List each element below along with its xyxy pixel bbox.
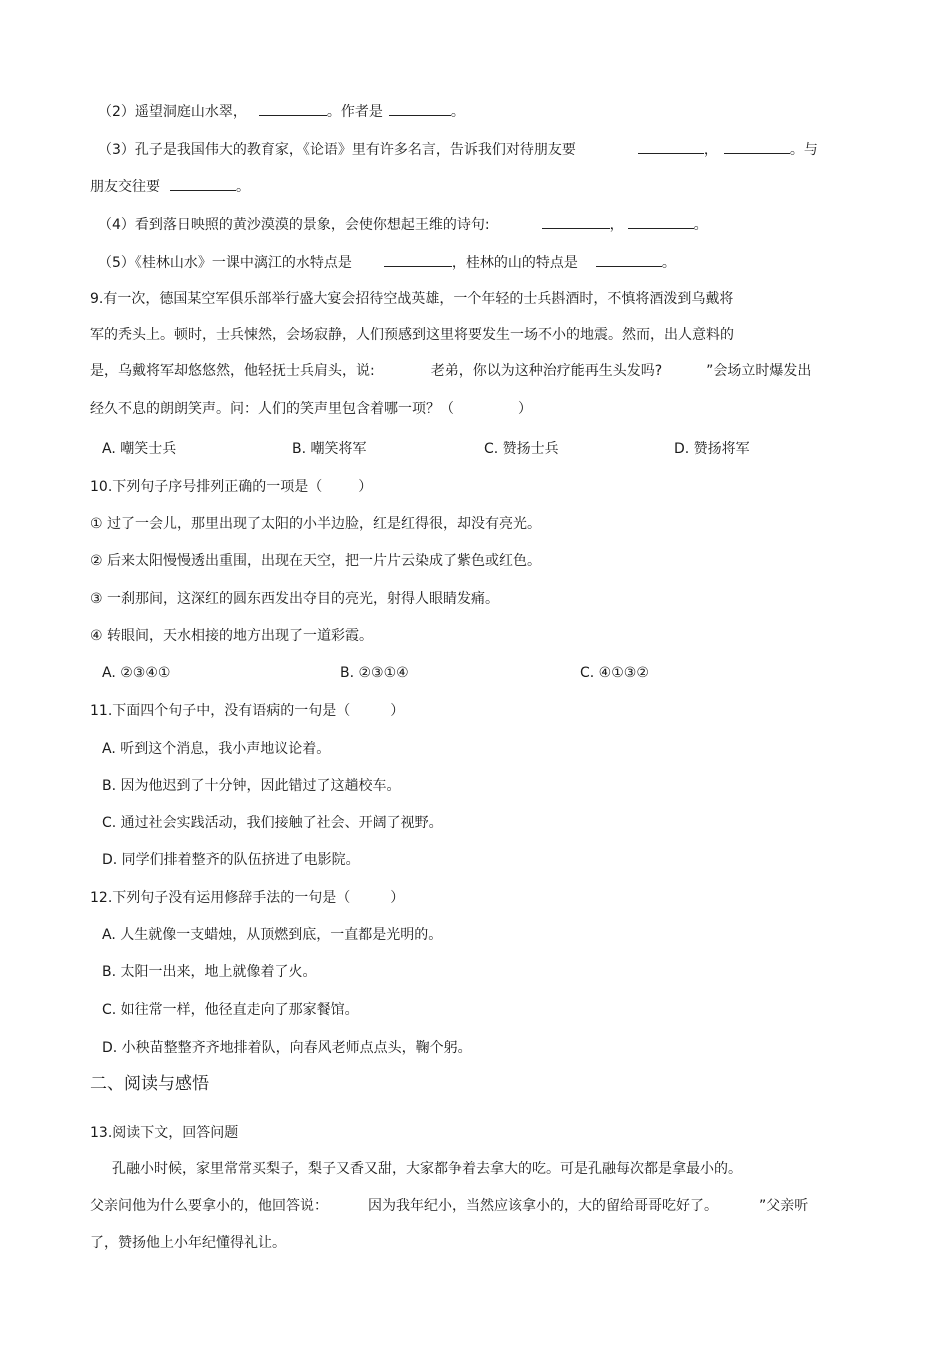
section-title: 二、阅读与感悟	[90, 1074, 209, 1094]
q8-item-3-text: （3）孔子是我国伟大的教育家，《论语》里有许多名言，告诉我们对待朋友要	[98, 142, 576, 158]
q9-option-a[interactable]: A. 嘲笑士兵	[102, 441, 177, 457]
answer-blank[interactable]	[638, 139, 704, 154]
q13-passage-line: 了，赞扬他上小年纪懂得礼让。	[90, 1235, 286, 1251]
q12-stem-text: 12.下列句子没有运用修辞手法的一句是（	[90, 890, 351, 906]
answer-blank[interactable]	[259, 101, 327, 116]
q10-option-c[interactable]: C. ④①③②	[580, 665, 649, 681]
q9-line-part: 是，乌戴将军却悠悠然，他轻抚士兵肩头，说:	[90, 363, 375, 379]
q8-item-2-end: 。	[450, 104, 465, 120]
q11-stem	[90, 702, 404, 720]
answer-blank[interactable]	[596, 252, 662, 267]
q9-line: 9.有一次，德国某空军俱乐部举行盛大宴会招待空战英雄，一个年轻的士兵斟酒时，不慎将酒泼到乌戴将	[90, 291, 734, 307]
q9-option-d[interactable]: D. 赞扬将军	[674, 441, 750, 457]
q11-option-b[interactable]: B. 因为他迟到了十分钟，因此错过了这趟校车。	[102, 778, 401, 794]
q13-quote: 因为我年纪小，当然应该拿小的，大的留给哥哥吃好了。	[368, 1198, 711, 1214]
q9-line	[90, 362, 811, 380]
q9-line: 军的秃头上。顿时，士兵悚然，会场寂静，人们预感到这里将要发生一场不小的地震。然而，出人意料的	[90, 327, 734, 343]
q8-item-3-cont-end: 。	[236, 179, 250, 195]
q8-item-4-end: 。	[693, 217, 708, 233]
q8-item-5	[98, 252, 676, 272]
q9-option-b[interactable]: B. 嘲笑将军	[292, 441, 367, 457]
q8-item-2-text: （2）遥望洞庭山水翠，	[98, 104, 247, 120]
q8-item-5-mid: ，桂林的山的特点是	[451, 255, 578, 271]
q9-question: 经久不息的朗朗笑声。问：人们的笑声里包含着哪一项？（	[90, 401, 454, 417]
answer-blank[interactable]	[389, 101, 451, 116]
q11-option-c[interactable]: C. 通过社会实践活动，我们接触了社会、开阔了视野。	[102, 815, 443, 831]
q8-item-3-end: 。与	[789, 142, 818, 158]
q8-item-3	[98, 139, 818, 159]
q13-stem: 13.阅读下文，回答问题	[90, 1125, 239, 1141]
q8-item-2	[98, 101, 465, 121]
q10-stem	[90, 478, 372, 496]
q10-option-a[interactable]: A. ②③④①	[102, 665, 171, 681]
q8-item-3-continued	[90, 176, 250, 196]
q9-line	[90, 400, 532, 418]
q10-sentence: ② 后来太阳慢慢透出重围，出现在天空，把一片片云染成了紫色或红色。	[90, 553, 541, 569]
q11-stem-close: ）	[390, 703, 405, 719]
q11-stem-text: 11.下面四个句子中，没有语病的一句是（	[90, 703, 351, 719]
q8-item-3-sep: ，	[703, 142, 718, 158]
q8-item-2-author-text: 。作者是	[326, 104, 383, 120]
q12-option-d[interactable]: D. 小秧苗整整齐齐地排着队，向春风老师点点头，鞠个躬。	[102, 1040, 472, 1056]
q9-quote: 老弟，你以为这种治疗能再生头发吗?	[430, 363, 663, 379]
answer-blank[interactable]	[170, 176, 236, 191]
q12-stem	[90, 889, 404, 907]
q10-sentence: ③ 一刹那间，这深红的圆东西发出夺目的亮光，射得人眼睛发痛。	[90, 591, 499, 607]
q13-passage-part: ”父亲听	[759, 1198, 809, 1214]
q9-option-c[interactable]: C. 赞扬士兵	[484, 441, 559, 457]
q8-item-3-cont-text: 朋友交往要	[90, 179, 160, 195]
q8-item-4	[98, 214, 708, 234]
answer-blank[interactable]	[384, 252, 452, 267]
q8-item-5-end: 。	[661, 255, 676, 271]
answer-blank[interactable]	[542, 214, 610, 229]
answer-blank[interactable]	[724, 139, 790, 154]
q10-stem-close: ）	[358, 479, 373, 495]
q12-stem-close: ）	[390, 890, 405, 906]
q13-passage-line	[90, 1197, 808, 1215]
q12-option-a[interactable]: A. 人生就像一支蜡烛，从顶燃到底，一直都是光明的。	[102, 927, 443, 943]
q10-stem-text: 10.下列句子序号排列正确的一项是（	[90, 479, 323, 495]
q8-item-4-text: （4）看到落日映照的黄沙漠漠的景象，会使你想起王维的诗句:	[98, 217, 490, 233]
q10-option-b[interactable]: B. ②③①④	[340, 665, 409, 681]
q12-option-c[interactable]: C. 如往常一样，他径直走向了那家餐馆。	[102, 1002, 359, 1018]
q12-option-b[interactable]: B. 太阳一出来，地上就像着了火。	[102, 964, 317, 980]
q13-passage-part: 父亲问他为什么要拿小的，他回答说：	[90, 1198, 328, 1214]
q11-option-a[interactable]: A. 听到这个消息，我小声地议论着。	[102, 741, 331, 757]
q8-item-4-sep: ，	[609, 217, 624, 233]
answer-blank[interactable]	[628, 214, 694, 229]
q10-sentence: ① 过了一会儿，那里出现了太阳的小半边脸，红是红得很，却没有亮光。	[90, 516, 541, 532]
q9-line-part: ”会场立时爆发出	[706, 363, 812, 379]
q10-sentence: ④ 转眼间，天水相接的地方出现了一道彩霞。	[90, 628, 373, 644]
q13-passage-line: 孔融小时候，家里常常买梨子，梨子又香又甜，大家都争着去拿大的吃。可是孔融每次都是拿最小的。	[112, 1161, 742, 1177]
q8-item-5-text: （5）《桂林山水》一课中漓江的水特点是	[98, 255, 352, 271]
q9-question-close: ）	[518, 401, 532, 417]
q11-option-d[interactable]: D. 同学们排着整齐的队伍挤进了电影院。	[102, 852, 360, 868]
